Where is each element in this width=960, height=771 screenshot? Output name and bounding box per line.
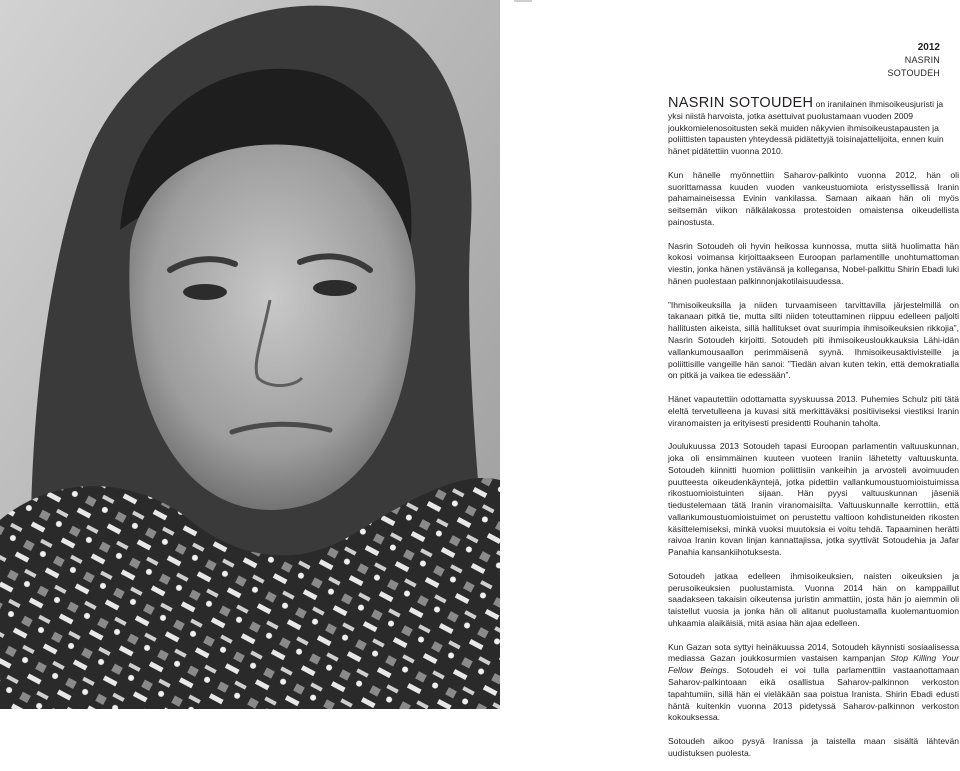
lead-name: NASRIN SOTOUDEH: [668, 95, 814, 111]
paragraph-2: Nasrin Sotoudeh oli hyvin heikossa kunnossa, mutta siitä huolimatta hän kokosi voimansa kirjoittaakseen Euroopan parlamentille unohtumattoman viestin, jonka hänen ystävänsä ja kollegansa, Nobel-palkittu Shirin Ebadi luki hänen puolestaan palkinnonjakotilaisuudessa.: [668, 240, 959, 286]
lead-text: on iranilainen ihmisoikeusjuristi ja yksi niistä harvoista, jotka asettuivat puolustamaan vuoden 2009 joukkomielenosoitusten sekä muiden näkyvien ihmisoikeustapausten ja poliittisten tapausten yhteydessä pidätettyjä toisinajattelijoita, ennen kuin hänet pidätettiin vuonna 2010.: [668, 99, 944, 157]
paragraph-7-end: . Sotoudeh ei voi tulla parlamenttiin vastaanottamaan Saharov-palkintoaan eikä osallistua Saharov-palkinnon verkoston tapahtumiin, sillä hän ei vieläkään saa poistua Iranista. Shirin Ebadi edusti häntä kuitenkin vuonna 2013 pidetyssä Saharov-palkinnon verkoston kokouksessa.: [668, 665, 959, 723]
campaign-name: Stop Killing Your Fellow Beings: [668, 653, 960, 676]
header-first-name: NASRIN: [904, 55, 940, 65]
paragraph-6: Sotoudeh jatkaa edelleen ihmisoikeuksien, naisten oikeuksien ja perusoikeuksien puolustamista. Vuonna 2014 hän on kamppaillut saadakseen takaisin oikeutensa juristin ammattiin, josta hän jo aiemmin oli taistellut vuosia ja jonka hän oli alitanut puolustamalla kuolemantuomion uhkaamia alaikäisiä, mitä asiaa hän ajaa edelleen.: [668, 570, 959, 629]
header-year: 2012: [917, 42, 940, 53]
page-edge-mark: [514, 0, 532, 2]
paragraph-3: ”Ihmisoikeuksilla ja niiden turvaamiseen tarvittavilla järjestelmillä on takanaan pitkä tie, mutta silti niiden toteuttaminen riippuu edelleen paljolti hallitusten aikeista, sillä hallitukset ovat suurimpia ihmisoikeuksien rikkojia”, Nasrin Sotoudeh kirjoitti. Sotoudeh piti ihmisoikeusloukkauksia Lähi-idän vallankumousaallon perimmäisenä syynä. Ihmisoikeusaktivisteille ja poliittisille vangeille hän sanoi: ”Tiedän aivan kuten tekin, että demokratialla on pitkä ja vaikea tie edessään”.: [668, 299, 959, 381]
page-header: [888, 41, 940, 80]
paragraph-7: [668, 642, 959, 725]
paragraph-7-start: Kun Gazan sota syttyi heinäkuussa 2014, Sotoudeh käynnisti sosiaalisessa mediassa Gazan joukkosurmien vastaisen kampanjan: [668, 641, 959, 664]
paragraph-8: Sotoudeh aikoo pysyä Iranissa ja taistella maan sisältä lähtevän uudistuksen puolesta.: [668, 736, 959, 758]
portrait-photo-icon: [0, 0, 500, 709]
header-last-name: SOTOUDEH: [887, 68, 940, 78]
portrait-photo: [0, 0, 500, 709]
article-body: [668, 97, 959, 771]
paragraph-5: Joulukuussa 2013 Sotoudeh tapasi Euroopan parlamentin valtuuskunnan, joka oli ensimmäinen kuuteen vuoteen Iraniin lähetetty valtuuskunta. Sotoudeh kiinnitti huomion poliittisiin vankeihin ja arvosteli avoimuuden puutteesta oikeudenkäyntejä, jotka pidettiin vallankumoustuomioistuimissa rikostuomioistuinten sijaan. Hän pyysi valtuuskunnan jäseniä tiedustelemaan tätä Iranin viranomaisilta. Valtuuskunnalle kerrottiin, että vallankumoustuomioistuimet on perustettu valtioon kohdistuneiden rikosten käsittelemiseksi, minkä vuoksi muutoksia ei voitu tehdä. Tapaaminen herätti raivoa Iranin kovan linjan kannattajissa, jotka syyttivät Sotoudehia ja Jafar Panahia kansankiihotuksesta.: [668, 441, 959, 558]
paragraph-1: Kun hänelle myönnettiin Saharov-palkinto vuonna 2012, hän oli suorittamassa kuuden vuoden vankeustuomiota eristyssellissä Iranin pahamaineisessa Evinin vankilassa. Samaan aikaan hän oli myös seitsemän viikon nälkälakossa protestoiden omaistensa oikeudellista painostusta.: [668, 169, 959, 227]
lead-paragraph: [668, 97, 959, 158]
paragraph-4: Hänet vapautettiin odottamatta syyskuussa 2013. Puhemies Schulz piti tätä eleltä tervetulleena ja kuvasi sitä merkittäväksi positiiviseksi viestiksi Iranin viranomaisten ja erityisesti presidentti Rouhanin taholta.: [668, 393, 959, 428]
article-lead: [668, 97, 959, 158]
